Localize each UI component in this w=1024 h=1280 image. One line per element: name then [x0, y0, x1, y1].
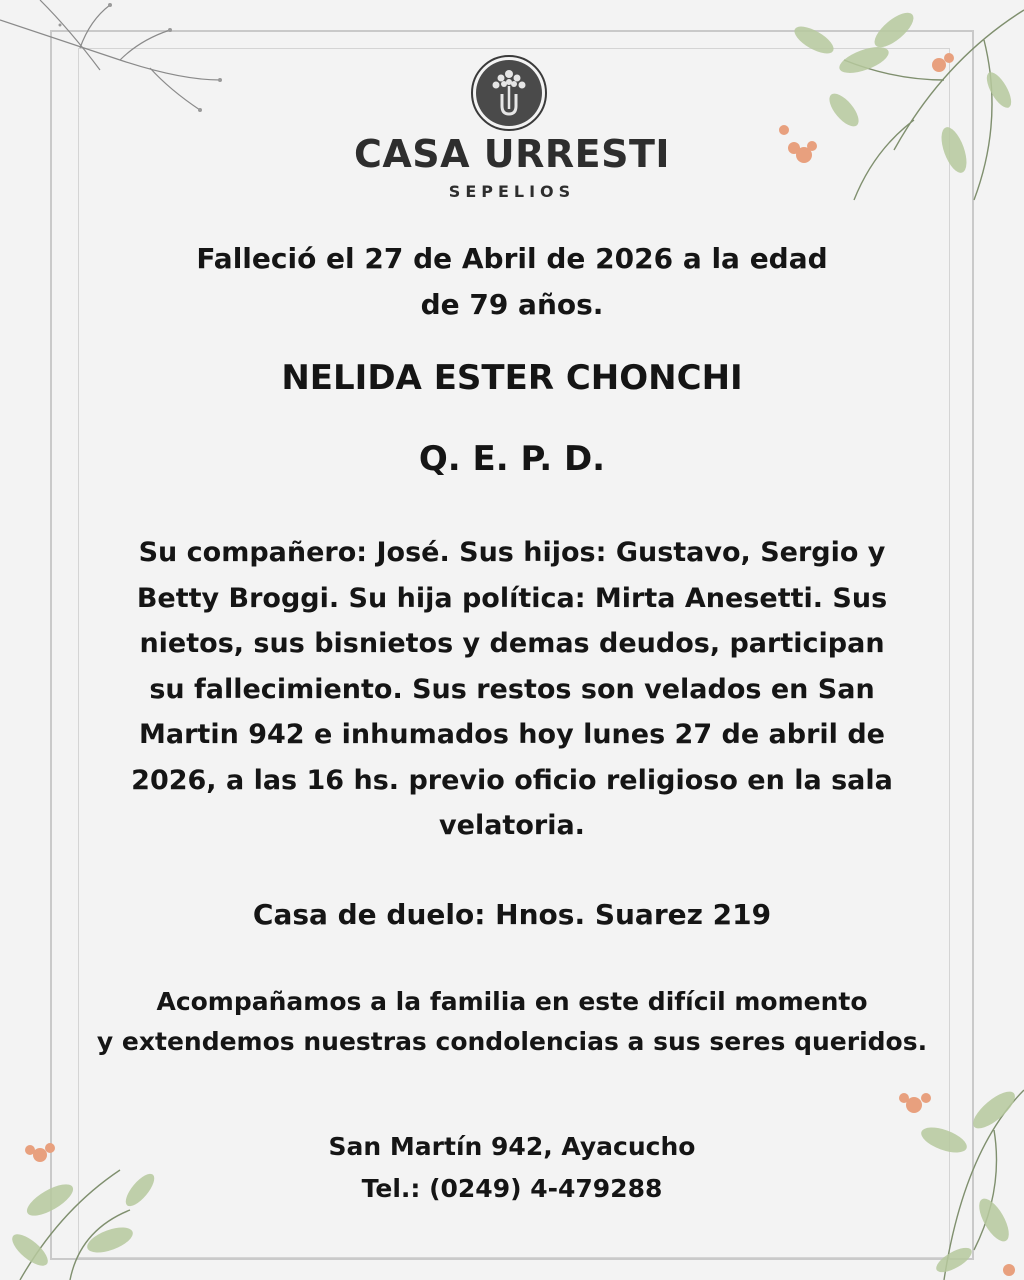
brand-subtitle: SEPELIOS	[448, 182, 576, 201]
top-right-floral-decoration	[744, 0, 1024, 240]
death-line-1: Falleció el 27 de Abril de 2026 a la edad	[196, 242, 828, 275]
family-message	[100, 530, 924, 849]
message-line: Martin 942 e inhumados hoy lunes 27 de abril de	[139, 719, 885, 750]
death-line-2: de 79 años.	[420, 288, 604, 321]
top-left-branch-decoration	[0, 0, 230, 130]
message-line: nietos, sus bisnietos y demas deudos, participan	[139, 628, 885, 659]
qepd-text: Q. E. P. D.	[418, 439, 606, 479]
death-announcement	[60, 236, 964, 328]
deceased-name: NELIDA ESTER CHONCHI	[281, 358, 743, 398]
closing-line-2: y extendemos nuestras condolencias a sus seres queridos.	[96, 1027, 928, 1056]
message-line: Betty Broggi. Su hija política: Mirta Anesetti. Sus	[136, 582, 888, 614]
closing-line-1: Acompañamos a la familia en este difícil momento	[156, 987, 868, 1016]
phone-text: Tel.: (0249) 4-479288	[361, 1174, 663, 1203]
address-text: San Martín 942, Ayacucho	[328, 1132, 696, 1161]
message-line: su fallecimiento. Sus restos son velados en San	[149, 673, 875, 705]
contact-info	[60, 1126, 964, 1210]
message-line: Su compañero: José. Sus hijos: Gustavo, Sergio y	[138, 537, 886, 568]
message-line: velatoria.	[439, 810, 585, 841]
tree-in-circle-icon	[470, 54, 548, 132]
mourning-house: Casa de duelo: Hnos. Suarez 219	[252, 898, 772, 931]
message-line: 2026, a las 16 hs. previo oficio religioso en la sala	[131, 764, 893, 796]
condolence-message	[40, 982, 984, 1062]
brand-name: CASA URRESTI	[353, 132, 671, 176]
